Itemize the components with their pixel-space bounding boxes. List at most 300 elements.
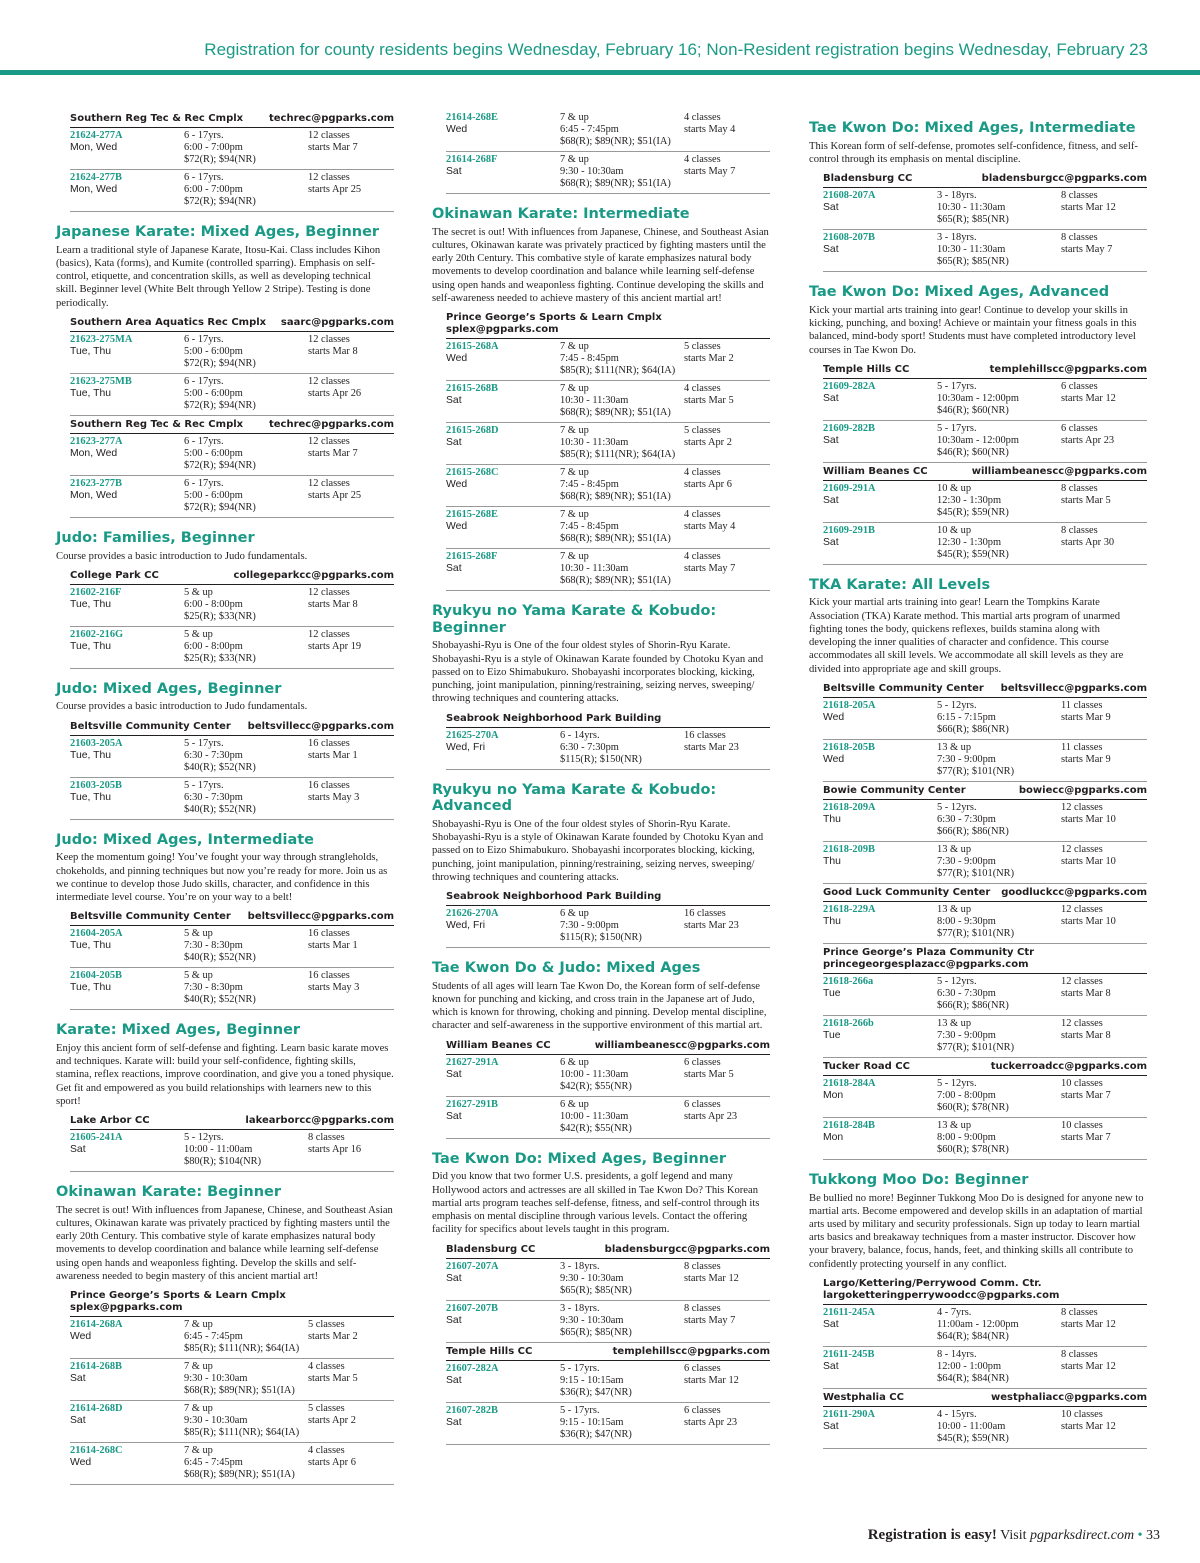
class-code-link[interactable]: 21614-268C — [70, 1445, 123, 1457]
class-row — [823, 842, 1147, 884]
class-start: starts Mar 9 — [1061, 711, 1111, 723]
class-count: 12 classes — [1061, 801, 1103, 813]
class-age: 3 - 18yrs. — [560, 1260, 600, 1272]
footer-visit: Visit — [1000, 1528, 1027, 1543]
class-start: starts Mar 1 — [308, 749, 358, 761]
class-start: starts Mar 5 — [308, 1373, 358, 1385]
class-start: starts Apr 2 — [684, 437, 732, 449]
class-age: 5 - 12yrs. — [937, 801, 977, 813]
class-count: 6 classes — [684, 1056, 721, 1068]
course-title: Karate: Mixed Ages, Beginner — [56, 1022, 301, 1039]
class-code-link[interactable]: 21618-284A — [823, 1077, 876, 1089]
course-description: This Korean form of self-defense, promotes self-confidence, fitness, and self-control through its emphasis on mental discipline. — [809, 140, 1138, 165]
class-code-link[interactable]: 21615-268F — [446, 551, 498, 563]
class-row — [446, 1403, 770, 1445]
class-code-link[interactable]: 21607-207A — [446, 1260, 499, 1272]
class-time: 9:15 - 10:15am — [560, 1374, 624, 1386]
course-title: Ryukyu no Yama Karate & Kobudo: Beginner — [432, 603, 717, 636]
class-code-link[interactable]: 21608-207A — [823, 190, 876, 202]
course-title: Judo: Mixed Ages, Intermediate — [56, 831, 315, 848]
location-header — [70, 110, 394, 128]
class-age: 7 & up — [560, 154, 589, 165]
class-fee: $85(R); $111(NR); $64(IA) — [560, 449, 676, 461]
class-start: starts Mar 12 — [1061, 1420, 1116, 1432]
class-days: Sat — [70, 1415, 86, 1427]
class-row — [70, 128, 394, 170]
course-title: Tukkong Moo Do: Beginner — [809, 1171, 1029, 1188]
class-code-link[interactable]: 21609-282A — [823, 380, 876, 392]
class-fee: $72(R); $94(NR) — [184, 154, 256, 165]
class-count: 12 classes — [1061, 903, 1103, 915]
class-code-link[interactable]: 21615-268C — [446, 467, 499, 479]
location-block — [70, 110, 394, 212]
class-fee: $77(R); $101(NR) — [937, 1041, 1015, 1053]
class-time: 7:45 - 8:45pm — [560, 521, 619, 533]
class-count: 5 classes — [684, 341, 721, 353]
class-start: starts Mar 12 — [684, 1374, 739, 1386]
location-email-link[interactable]: splex@pgparks.com — [446, 324, 559, 336]
class-age: 4 - 15yrs. — [937, 1408, 977, 1420]
class-row — [446, 906, 770, 948]
location-header — [446, 888, 770, 906]
class-days: Tue — [823, 987, 841, 999]
class-age: 7 & up — [560, 112, 589, 123]
location-name: Seabrook Neighborhood Park Building — [446, 891, 662, 903]
location-name: Southern Area Aquatics Rec Cmplx — [70, 316, 267, 328]
class-fee: $40(R); $52(NR) — [184, 952, 256, 964]
class-code-link[interactable]: 21611-290A — [823, 1408, 875, 1420]
class-age: 6 - 17yrs. — [184, 435, 224, 447]
class-fee: $72(R); $94(NR) — [184, 399, 256, 411]
class-time: 10:00 - 11:30am — [560, 1110, 629, 1122]
location-block — [823, 463, 1147, 565]
location-email-link[interactable]: bowiecc@pgparks.com — [1018, 784, 1147, 796]
class-start: starts May 7 — [684, 1314, 736, 1326]
location-header — [823, 884, 1147, 902]
class-code-link[interactable]: 21602-216G — [70, 628, 124, 640]
location-header — [823, 680, 1147, 698]
class-code-link[interactable]: 21608-207B — [823, 232, 875, 244]
class-code-link[interactable]: 21627-291A — [446, 1056, 499, 1068]
class-fee: $72(R); $94(NR) — [184, 196, 256, 207]
class-days: Tue — [823, 1029, 841, 1041]
class-time: 10:30 - 11:30am — [937, 202, 1006, 214]
class-fee: $115(R); $150(NR) — [560, 932, 642, 944]
class-code-link[interactable]: 21618-266a — [823, 975, 874, 987]
class-start: starts Mar 8 — [308, 345, 358, 357]
course-description: Enjoy this ancient form of self-defense and fighting. Learn basic karate moves and techniques. Karate will: build your self-confidence, fighting skills, stamina, reflex reactions, improve coordination, and give you a toned physique. Get fit and empowered as you build relationships with learners new to this sport! — [56, 1042, 394, 1107]
location-email-link[interactable]: templehillscc@pgparks.com — [989, 363, 1147, 375]
class-start: starts Apr 16 — [308, 1144, 362, 1156]
class-count: 8 classes — [1061, 482, 1098, 494]
location-email-link[interactable]: beltsvillecc@pgparks.com — [247, 911, 394, 923]
location-header — [446, 710, 770, 728]
location-name: Beltsville Community Center — [70, 911, 231, 923]
class-code-link[interactable]: 21609-291B — [823, 524, 875, 536]
class-start: starts Mar 7 — [308, 447, 358, 459]
class-count: 16 classes — [684, 729, 726, 741]
location-email-link[interactable]: lakearborcc@pgparks.com — [245, 1115, 394, 1127]
class-age: 5 & up — [184, 970, 213, 982]
class-code-link[interactable]: 21615-268B — [446, 383, 498, 395]
location-email-link[interactable]: beltsvillecc@pgparks.com — [1000, 682, 1147, 694]
class-fee: $72(R); $94(NR) — [184, 459, 256, 471]
class-age: 6 - 17yrs. — [184, 477, 224, 489]
class-code-link[interactable]: 21618-266b — [823, 1017, 874, 1029]
location-block — [70, 416, 394, 518]
class-row — [823, 1407, 1147, 1449]
class-age: 7 & up — [184, 1445, 213, 1457]
course-description: Kick your martial arts training into gear! Learn the Tompkins Karate Association (TKA) Karate method. This martial arts program of unarmed fighting tones the body, quickens reflexes, builds stamina along with developing the inner qualities of character and confidence. This course accommodates all skill levels. We accommodate all skill levels as they are divided into appropriate age and skill groups. — [809, 597, 1124, 675]
class-start: starts May 3 — [308, 791, 360, 803]
class-age: 6 & up — [560, 1056, 589, 1068]
class-count: 11 classes — [1061, 741, 1103, 753]
location-name: William Beanes CC — [823, 465, 928, 477]
class-row — [823, 1118, 1147, 1160]
class-row — [70, 1443, 394, 1485]
location-email-link[interactable]: collegeparkcc@pgparks.com — [233, 569, 394, 581]
location-block — [446, 1343, 770, 1445]
class-fee: $66(R); $86(NR) — [937, 825, 1009, 837]
class-code-link[interactable]: 21607-282A — [446, 1362, 499, 1374]
class-age: 10 & up — [937, 482, 972, 494]
location-header — [70, 314, 394, 332]
course-section — [809, 284, 1147, 565]
class-age: 6 & up — [560, 1098, 589, 1110]
footer-bullet: • — [1137, 1528, 1143, 1543]
location-block — [823, 782, 1147, 884]
class-count: 8 classes — [1061, 190, 1098, 202]
class-time: 7:30 - 9:00pm — [937, 753, 996, 765]
location-block — [823, 361, 1147, 463]
class-days: Thu — [823, 855, 841, 867]
class-count: 6 classes — [684, 1362, 721, 1374]
location-name: Seabrook Neighborhood Park Building — [446, 712, 662, 724]
class-count: 6 classes — [684, 1404, 721, 1416]
class-age: 7 & up — [560, 341, 589, 353]
class-count: 8 classes — [1061, 1306, 1098, 1318]
course-title: Judo: Mixed Ages, Beginner — [56, 680, 282, 697]
class-start: starts Mar 10 — [1061, 915, 1116, 927]
class-count: 16 classes — [308, 970, 350, 982]
class-days: Tue, Thu — [70, 982, 112, 994]
class-fee: $45(R); $59(NR) — [937, 548, 1009, 560]
location-header — [823, 361, 1147, 379]
course-title: Okinawan Karate: Intermediate — [432, 206, 690, 222]
class-code-link[interactable]: 21618-209A — [823, 801, 876, 813]
class-start: starts Mar 2 — [308, 1331, 358, 1343]
class-count: 11 classes — [1061, 699, 1103, 711]
class-row — [446, 110, 770, 152]
class-start: starts Apr 25 — [308, 184, 362, 195]
class-row — [70, 476, 394, 518]
class-time: 7:30 - 9:00pm — [560, 920, 619, 932]
class-start: starts Mar 8 — [308, 598, 358, 610]
location-block — [70, 314, 394, 416]
class-fee: $68(R); $89(NR); $51(IA) — [560, 533, 671, 545]
class-start: starts May 3 — [308, 982, 360, 994]
class-age: 5 - 17yrs. — [937, 422, 977, 434]
class-code-link[interactable]: 21603-205B — [70, 779, 122, 791]
class-fee: $65(R); $85(NR) — [560, 1284, 632, 1296]
class-start: starts Mar 12 — [1061, 1318, 1116, 1330]
class-time: 10:30 - 11:30am — [560, 395, 629, 407]
class-age: 5 - 12yrs. — [937, 1077, 977, 1089]
class-row — [823, 740, 1147, 782]
class-fee: $65(R); $85(NR) — [560, 1326, 632, 1338]
class-time: 7:30 - 9:00pm — [937, 1029, 996, 1041]
location-email-link[interactable]: bladensburgcc@pgparks.com — [981, 173, 1147, 185]
class-age: 5 & up — [184, 928, 213, 940]
class-start: starts Mar 12 — [1061, 202, 1116, 214]
class-days: Mon, Wed — [70, 447, 118, 459]
class-time: 8:00 - 9:00pm — [937, 1131, 996, 1143]
class-fee: $65(R); $85(NR) — [937, 256, 1009, 268]
location-header — [823, 1389, 1147, 1407]
course-section — [56, 1184, 394, 1485]
class-count: 6 classes — [684, 1098, 721, 1110]
location-email-link[interactable]: goodluckcc@pgparks.com — [1001, 886, 1147, 898]
class-time: 10:30 - 11:30am — [560, 437, 629, 449]
location-header — [823, 782, 1147, 800]
course-description: Did you know that two former U.S. presidents, a golf legend and many Hollywood actors and actresses are all skilled in Tae Kwon Do? This Korean martial arts program teaches self-defense, fitness, and self-control through its emphasis on mental discipline through various levels. Contact the offering facility for specifics about levels taught in this program. — [432, 1171, 760, 1236]
course-title: Japanese Karate: Mixed Ages, Beginner — [56, 224, 380, 240]
class-code-link[interactable]: 21618-229A — [823, 903, 876, 915]
location-block — [446, 1037, 770, 1139]
location-email-link[interactable]: tuckerroadcc@pgparks.com — [990, 1060, 1147, 1072]
location-email-link[interactable]: techrec@pgparks.com — [268, 418, 394, 430]
location-block — [70, 1112, 394, 1172]
class-count: 12 classes — [308, 375, 350, 387]
class-fee: $40(R); $52(NR) — [184, 803, 256, 815]
class-age: 13 & up — [937, 741, 972, 753]
class-code-link[interactable]: 21618-209B — [823, 843, 875, 855]
class-count: 4 classes — [684, 467, 721, 479]
course-title: Ryukyu no Yama Karate & Kobudo: Advanced — [432, 781, 717, 815]
class-count: 12 classes — [308, 435, 350, 447]
class-time: 10:30am - 12:00pm — [937, 392, 1019, 404]
class-code-link[interactable]: 21604-205A — [70, 928, 123, 940]
class-row — [70, 627, 394, 669]
location-email-link[interactable]: techrec@pgparks.com — [268, 113, 394, 124]
class-code-link[interactable]: 21623-277A — [70, 435, 123, 447]
class-code-link[interactable]: 21614-268A — [70, 1319, 123, 1331]
class-days: Sat — [446, 437, 462, 449]
location-name: Prince George’s Sports & Learn Cmplx — [70, 1290, 286, 1302]
class-days: Sat — [823, 434, 839, 446]
location-email-link[interactable]: williambeanescc@pgparks.com — [971, 465, 1147, 477]
class-code-link[interactable]: 21618-284B — [823, 1119, 875, 1131]
class-start: starts Apr 23 — [684, 1416, 738, 1428]
class-days: Wed, Fri — [446, 920, 486, 932]
location-name: Southern Reg Tec & Rec Cmplx — [70, 113, 244, 124]
class-start: starts Mar 7 — [1061, 1089, 1111, 1101]
class-age: 5 - 12yrs. — [937, 699, 977, 711]
class-days: Sat — [823, 244, 839, 256]
class-age: 5 & up — [184, 628, 213, 640]
class-count: 4 classes — [684, 383, 721, 395]
class-time: 6:15 - 7:15pm — [937, 711, 996, 723]
class-row — [446, 507, 770, 549]
location-name: Temple Hills CC — [446, 1345, 533, 1357]
class-code-link[interactable]: 21623-275MA — [70, 333, 133, 345]
class-fee: $68(R); $89(NR); $51(IA) — [560, 575, 671, 587]
location-header — [823, 463, 1147, 481]
location-email-link[interactable]: bladensburgcc@pgparks.com — [604, 1243, 770, 1255]
class-fee: $68(R); $89(NR); $51(IA) — [560, 136, 671, 147]
class-code-link[interactable]: 21609-291A — [823, 482, 876, 494]
class-count: 10 classes — [1061, 1408, 1103, 1420]
class-time: 5:00 - 6:00pm — [184, 387, 243, 399]
class-code-link[interactable]: 21618-205A — [823, 699, 876, 711]
class-code-link[interactable]: 21607-282B — [446, 1404, 498, 1416]
location-header — [70, 416, 394, 434]
class-code-link[interactable]: 21623-275MB — [70, 375, 132, 387]
class-code-link[interactable]: 21623-277B — [70, 477, 122, 489]
class-count: 12 classes — [308, 586, 350, 598]
class-fee: $68(R); $89(NR); $51(IA) — [560, 407, 671, 419]
location-email-link[interactable]: williambeanescc@pgparks.com — [594, 1039, 770, 1051]
class-row — [70, 736, 394, 778]
class-code-link[interactable]: 21615-268D — [446, 425, 499, 437]
class-days: Sat — [446, 1110, 462, 1122]
class-start: starts Mar 23 — [684, 741, 739, 753]
class-code-link[interactable]: 21614-268D — [70, 1403, 123, 1415]
class-age: 5 & up — [184, 586, 213, 598]
class-age: 10 & up — [937, 524, 972, 536]
class-count: 5 classes — [308, 1319, 345, 1331]
class-count: 16 classes — [308, 779, 350, 791]
class-row — [823, 974, 1147, 1016]
class-start: starts Mar 12 — [1061, 392, 1116, 404]
class-code-link[interactable]: 21607-207B — [446, 1302, 498, 1314]
class-fee: $72(R); $94(NR) — [184, 357, 256, 369]
location-header — [70, 1287, 394, 1317]
column-2 — [432, 110, 770, 1457]
class-days: Sat — [446, 1068, 462, 1080]
class-code-link[interactable]: 21624-277A — [70, 130, 123, 141]
class-start: starts Apr 19 — [308, 640, 362, 652]
class-count: 12 classes — [1061, 843, 1103, 855]
course-section — [809, 120, 1147, 272]
class-age: 3 - 18yrs. — [937, 190, 977, 202]
location-email-link[interactable]: princegeorgesplazacc@pgparks.com — [823, 958, 1029, 970]
class-time: 9:30 - 10:30am — [184, 1373, 248, 1385]
class-code-link[interactable]: 21604-205B — [70, 970, 122, 982]
class-count: 12 classes — [1061, 975, 1103, 987]
class-fee: $68(R); $89(NR); $51(IA) — [184, 1385, 295, 1397]
class-code-link[interactable]: 21611-245A — [823, 1306, 875, 1318]
class-time: 10:30 - 11:30am — [560, 563, 629, 575]
class-fee: $36(R); $47(NR) — [560, 1386, 632, 1398]
location-header — [446, 1037, 770, 1055]
class-fee: $85(R); $111(NR); $64(IA) — [184, 1343, 300, 1355]
class-time: 6:45 - 7:45pm — [184, 1457, 243, 1469]
location-email-link[interactable]: largoketteringperrywoodcc@pgparks.com — [823, 1289, 1060, 1301]
class-code-link[interactable]: 21614-268E — [446, 112, 498, 123]
course-description: Shobayashi-Ryu is One of the four oldest styles of Shorin-Ryu Karate. Shobayashi-Ryu is a style of Okinawan Karate founded by Chotoku Kyan and passed on to Eizo Shimabukuro. Shobayashi incorporates blocking, kicking, punching, joint manipulation, pinning/restraining, seizing nerves, sweeping/ throwing techniques and countering attacks. — [432, 640, 764, 705]
course-title: Tae Kwon Do: Mixed Ages, Advanced — [809, 284, 1110, 301]
class-time: 7:30 - 8:30pm — [184, 982, 243, 994]
class-code-link[interactable]: 21625-270A — [446, 729, 499, 741]
class-start: starts Mar 10 — [1061, 855, 1116, 867]
class-code-link[interactable]: 21605-241A — [70, 1132, 123, 1144]
class-count: 8 classes — [308, 1132, 345, 1144]
class-age: 7 & up — [560, 467, 589, 479]
class-row — [823, 523, 1147, 565]
class-code-link[interactable]: 21627-291B — [446, 1098, 498, 1110]
location-header — [823, 1275, 1147, 1305]
location-email-link[interactable]: splex@pgparks.com — [70, 1302, 183, 1314]
location-header — [70, 1112, 394, 1130]
class-code-link[interactable]: 21615-268E — [446, 509, 498, 521]
class-start: starts May 7 — [684, 563, 736, 575]
class-code-link[interactable]: 21624-277B — [70, 172, 122, 183]
class-days: Sat — [446, 1272, 462, 1284]
class-start: starts Mar 5 — [684, 395, 734, 407]
class-days: Thu — [823, 813, 841, 825]
class-row — [823, 1016, 1147, 1058]
location-block — [823, 884, 1147, 944]
class-count: 6 classes — [1061, 422, 1098, 434]
class-age: 7 & up — [560, 551, 589, 563]
class-start: starts May 4 — [684, 521, 736, 533]
location-email-link[interactable]: saarc@pgparks.com — [280, 316, 394, 328]
class-count: 4 classes — [684, 551, 721, 563]
class-count: 16 classes — [684, 908, 726, 920]
location-email-link[interactable]: templehillscc@pgparks.com — [612, 1345, 770, 1357]
location-block — [446, 710, 770, 770]
class-code-link[interactable]: 21602-216F — [70, 586, 122, 598]
class-code-link[interactable]: 21626-270A — [446, 908, 499, 920]
class-days: Sat — [823, 494, 839, 506]
class-time: 6:30 - 7:30pm — [184, 791, 243, 803]
class-age: 7 & up — [184, 1361, 213, 1373]
class-start: starts Apr 30 — [1061, 536, 1115, 548]
course-description: Students of all ages will learn Tae Kwon Do, the Korean form of self-defense known for punching and kicking, and cross train in the Japanese art of Judo, which is known for throwing, choking and pinning. Develop mental discipline, character and self-awareness in the supportive environment of this martial art. — [432, 980, 767, 1032]
class-code-link[interactable]: 21614-268B — [70, 1361, 122, 1373]
class-code-link[interactable]: 21611-245B — [823, 1348, 875, 1360]
footer-url-link[interactable]: pgparksdirect.com — [1030, 1528, 1135, 1543]
class-days: Tue, Thu — [70, 345, 112, 357]
course-description: Be bullied no more! Beginner Tukkong Moo Do is designed for anyone new to martial arts. Become empowered and develop skills in an adaptation of martial arts used by military and security professionals. Sign up today to learn martial arts basics and breakaway techniques from a master instructor. Discover how your bravery, balance, focus, hands, feet, and thinking skills all contribute to confidently protecting yourself in any conflict. — [809, 1192, 1144, 1270]
class-age: 7 & up — [560, 425, 589, 437]
class-count: 8 classes — [1061, 524, 1098, 536]
location-email-link[interactable]: westphaliacc@pgparks.com — [990, 1391, 1147, 1403]
class-fee: $40(R); $52(NR) — [184, 994, 256, 1006]
class-start: starts Mar 5 — [684, 1068, 734, 1080]
class-fee: $60(R); $78(NR) — [937, 1101, 1009, 1113]
course-description: Learn a traditional style of Japanese Karate, Itosu-Kai. Class includes Kihon (basics), Kata (forms), and Kumite (controlled sparring). Emphasis on self-control, etiquette, and concentration skills, as well as developing technical skill. Beginner level (White Belt through Yellow 2 Stripe). Testing is done periodically. — [56, 244, 381, 309]
location-block — [70, 718, 394, 820]
course-section — [809, 577, 1147, 1160]
class-code-link[interactable]: 21614-268F — [446, 154, 498, 165]
course-description: Keep the momentum going! You’ve fought your way through strangleholds, chokeholds, and pinning techniques but now you’re ready for more. Join us as we continue to develop those Judo skills, character, and confidence in this intermediate level course. You’re on your way to a belt! — [56, 852, 388, 904]
class-start: starts Apr 23 — [1061, 434, 1115, 446]
class-count: 16 classes — [308, 737, 350, 749]
class-count: 8 classes — [684, 1260, 721, 1272]
class-time: 7:00 - 8:00pm — [937, 1089, 996, 1101]
class-code-link[interactable]: 21618-205B — [823, 741, 875, 753]
location-email-link[interactable]: beltsvillecc@pgparks.com — [247, 720, 394, 732]
page-number: 33 — [1146, 1528, 1160, 1543]
class-count: 10 classes — [1061, 1077, 1103, 1089]
class-code-link[interactable]: 21609-282B — [823, 422, 875, 434]
class-code-link[interactable]: 21615-268A — [446, 341, 499, 353]
location-name: Beltsville Community Center — [823, 682, 984, 694]
location-header — [70, 718, 394, 736]
class-code-link[interactable]: 21603-205A — [70, 737, 123, 749]
